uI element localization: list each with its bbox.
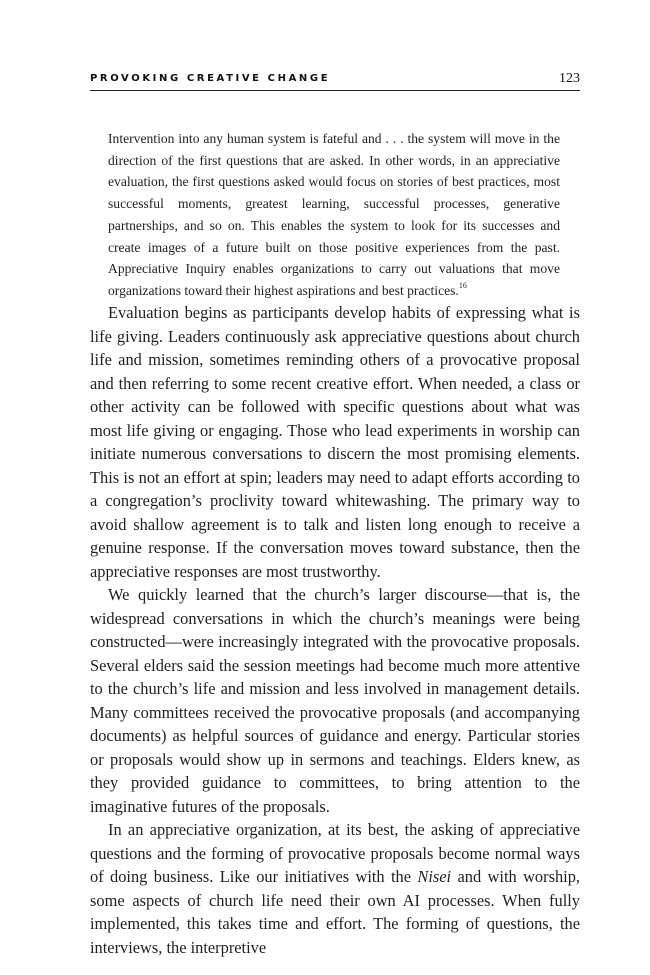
paragraph-3-part-2: and with worship, some aspects of church life need their own AI processes. When fully implemented, this takes time and effort. The forming of questions, the interviews, the interpretive bbox=[90, 867, 580, 957]
footnote-marker: 16 bbox=[458, 281, 467, 291]
page-number: 123 bbox=[559, 71, 580, 86]
block-quote bbox=[108, 128, 560, 302]
body-text bbox=[90, 301, 580, 959]
running-head-title: PROVOKING CREATIVE CHANGE bbox=[90, 73, 331, 84]
paragraph-1: Evaluation begins as participants develop habits of expressing what is life giving. Leaders continuously ask appreciative questions about church life and mission, sometimes reminding others of a provocative proposal and then referring to some recent creative effort. When needed, a class or other activity can be followed with specific questions about what was most life giving or engaging. Those who lead experiments in worship can initiate numerous conversations to discern the most promising elements. This is not an effort at spin; leaders may need to adapt efforts according to a congregation’s proclivity toward whitewashing. The primary way to avoid shallow agreement is to talk and listen long enough to receive a genuine response. If the conversation moves toward substance, then the appreciative responses are most trustworthy. bbox=[90, 303, 580, 581]
block-quote-text: Intervention into any human system is fateful and . . . the system will move in the direction of the first questions that are asked. In other words, in an appreciative evaluation, the first questions asked would focus on stories of best practices, most successful moments, greatest learning, successful processes, generative partnerships, and so on. This enables the system to look for its successes and create images of a future built on those positive experiences from the past. Appreciative Inquiry enables organizations to carry out valuations that move organizations toward their highest aspirations and best practices. bbox=[108, 131, 560, 298]
running-head bbox=[90, 70, 580, 91]
paragraph-3 bbox=[90, 818, 580, 959]
paragraph-2: We quickly learned that the church’s larger discourse—that is, the widespread conversations in which the church’s meanings were being constructed—were increasingly integrated with the provocative proposals. Several elders said the session meetings had become much more attentive to the church’s life and mission and less involved in management details. Many committees received the provocative proposals (and accompanying documents) as helpful sources of guidance and energy. Particular stories or proposals would show up in sermons and teachings. Elders knew, as they provided guidance to committees, to bring attention to the imaginative futures of the proposals. bbox=[90, 585, 580, 816]
paragraph-3-part-1: In an appreciative organization, at its best, the asking of appreciative questions and the forming of provocative proposals become normal ways of doing business. Like our initiatives with the bbox=[90, 820, 580, 886]
nisei-italic: Nisei bbox=[417, 867, 452, 886]
